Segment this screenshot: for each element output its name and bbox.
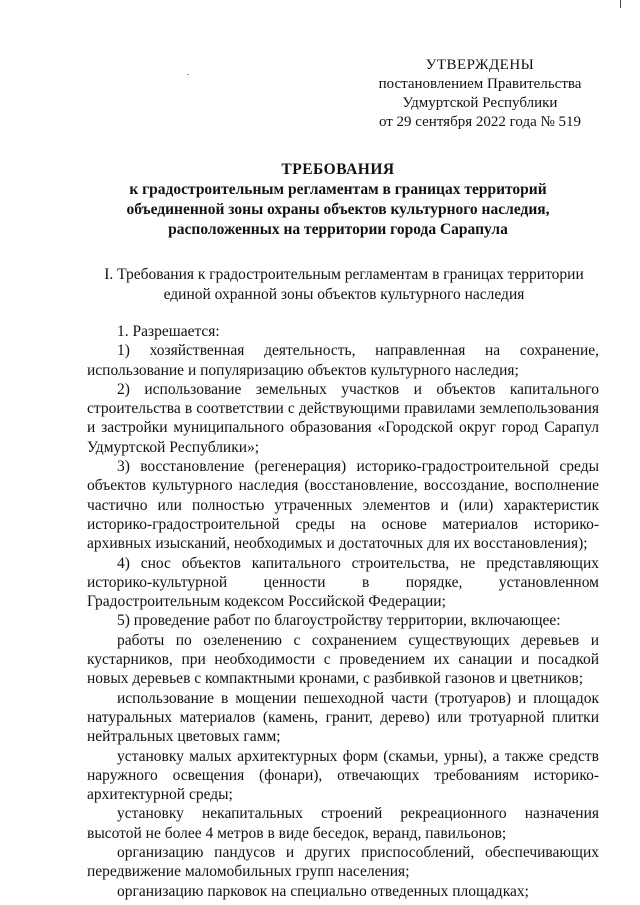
document-subtitle-line-2: объединенной зоны охраны объектов культурного наследия, [126, 201, 550, 218]
approval-line-1: постановлением Правительства [378, 76, 582, 92]
paragraph: 4) снос объектов капитального строительства, не представляющих историко-культурной ценности в порядке, установленном Градостроительным кодексом Российской Федерации; [87, 554, 599, 611]
scan-dot-mark [187, 74, 189, 75]
section-heading-line-2: единой охранной зоны объектов культурного наследия [163, 286, 525, 303]
document-subtitle-line-3: расположенных на территории города Сарапула [168, 221, 508, 238]
document-title: ТРЕБОВАНИЯ [281, 161, 395, 178]
section-heading-line-1: I. Требования к градостроительным регламентам в границах территории [104, 266, 584, 283]
paragraph: установку малых архитектурных форм (скамьи, урны), а также средств наружного освещения (фонари), отвечающих требованиям историко-архитектурной среды; [87, 747, 599, 804]
approval-line-2: Удмуртской Республики [402, 95, 558, 111]
approval-stamp [372, 56, 588, 132]
section-heading [90, 265, 598, 305]
paragraph: 1) хозяйственная деятельность, направленная на сохранение, использование и популяризацию объектов культурного наследия; [87, 342, 599, 379]
paragraph: 1. Разрешается: [117, 323, 220, 340]
paragraph: организацию пандусов и других приспособлений, обеспечивающих передвижение маломобильных групп населения; [87, 844, 599, 881]
document-title-block [84, 160, 592, 240]
paragraph: установку некапитальных строений рекреационного назначения высотой не более 4 метров в виде беседок, веранд, павильонов; [87, 805, 599, 842]
paragraph: 3) восстановление (регенерация) историко-градостроительной среды объектов культурного наследия (восстановление, воссоздание, восполнение частично или полностью утраченных элементов и (или) характеристик историко-градостроительной среды на основе материалов историко-архивных изысканий, необходимых и достаточных для их восстановления); [87, 458, 599, 553]
scan-edge-mark [620, 0, 621, 8]
paragraph: организацию парковок на специально отведенных площадках; [117, 882, 529, 900]
approval-line-3: от 29 сентября 2022 года № 519 [378, 114, 582, 130]
document-subtitle-line-1: к градостроительным регламентам в границах территорий [129, 181, 547, 198]
document-body [87, 322, 599, 901]
approval-title: УТВЕРЖДЕНЫ [425, 57, 535, 73]
paragraph: использование в мощении пешеходной части (тротуаров) и площадок натуральных материалов (камень, гранит, дерево) или тротуарной плитки нейтральных цветовых гамм; [87, 689, 599, 746]
paragraph: 5) проведение работ по благоустройству территории, включающее: [117, 612, 561, 630]
paragraph: 2) использование земельных участков и объектов капитального строительства в соответствии с действующими правилами землепользования и застройки муниципального образования «Городской округ город Сарапул Удмуртской Республики»; [87, 380, 599, 456]
paragraph: работы по озеленению с сохранением существующих деревьев и кустарников, при необходимости с проведением их санации и посадкой новых деревьев с компактными кронами, с разбивкой газонов и цветников; [87, 631, 599, 688]
